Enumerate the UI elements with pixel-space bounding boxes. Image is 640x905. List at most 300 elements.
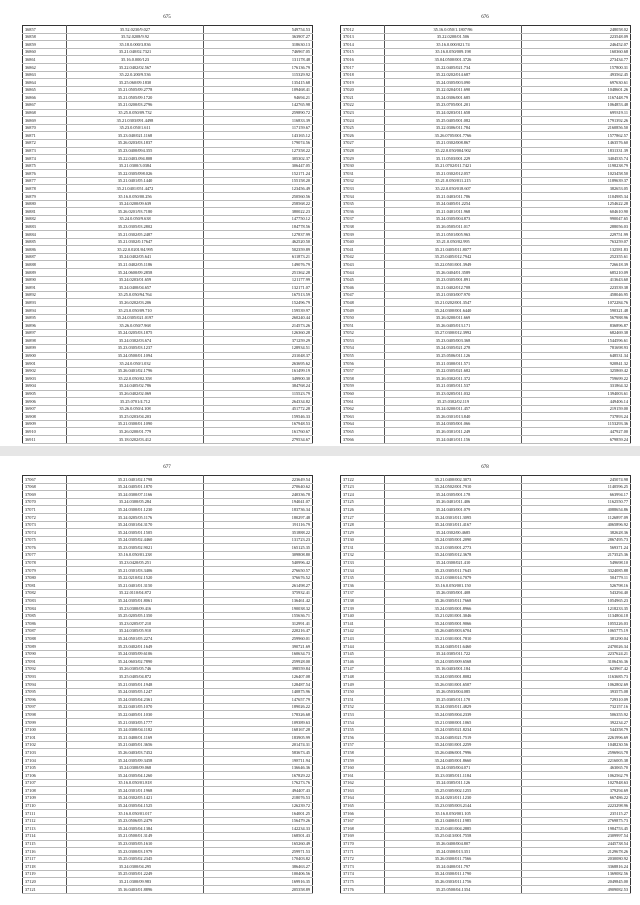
- coordinate-code: 35.26.0.050/7.968: [67, 322, 204, 330]
- area-value: 157800.31: [522, 63, 631, 71]
- table-row: [341, 71, 631, 79]
- coordinate-code: 35.16.0.050/1.1807/96: [385, 26, 522, 34]
- table-row: [23, 261, 313, 269]
- area-value: 2261996.69: [522, 734, 631, 742]
- coordinate-code: 35.27.0300/012.3992: [385, 329, 522, 337]
- table-row: [23, 322, 313, 330]
- table-row: [23, 79, 313, 87]
- table-row: [341, 506, 631, 514]
- parcel-number: 36861: [23, 56, 67, 64]
- coordinate-code: 35.22.0210/02.1520: [67, 574, 204, 582]
- coordinate-code: 35.26.0301/001.6507: [385, 681, 522, 689]
- table-row: [23, 398, 313, 406]
- parcel-number: 37062: [341, 405, 385, 413]
- area-value: 331864.32: [522, 382, 631, 390]
- coordinate-code: 35.16.0403/001.184: [385, 665, 522, 673]
- table-row: [341, 26, 631, 34]
- table-row: [341, 597, 631, 605]
- parcel-number: 37095: [23, 688, 67, 696]
- table-row: [23, 33, 313, 41]
- table-row: [341, 673, 631, 681]
- area-value: 392234.27: [522, 719, 631, 727]
- area-value: 246452.07: [522, 41, 631, 49]
- coordinate-code: 35.22.0306/011.784: [385, 124, 522, 132]
- parcel-number: 37086: [23, 620, 67, 628]
- area-value: 152171.24: [204, 170, 313, 178]
- parcel-number: 36868: [23, 109, 67, 117]
- coordinate-code: 35.24.0405/021.7519: [385, 734, 522, 742]
- area-value: 140875.96: [204, 688, 313, 696]
- coordinate-code: 35.24.0305/001.9066: [385, 620, 522, 628]
- table-row: [23, 779, 313, 787]
- parcel-number: 37027: [341, 139, 385, 147]
- table-row: [23, 832, 313, 840]
- table-row: [341, 521, 631, 529]
- area-value: 252355.61: [522, 253, 631, 261]
- area-value: 115329.92: [204, 71, 313, 79]
- coordinate-code: 35.22.0501/001.3949: [385, 261, 522, 269]
- coordinate-code: 35.23.0205/07.210: [67, 620, 204, 628]
- parcel-number: 36881: [23, 208, 67, 216]
- table-row: [341, 529, 631, 537]
- table-row: [341, 405, 631, 413]
- table-row: [23, 41, 313, 49]
- coordinate-code: 35.23.0400/094.355: [67, 147, 204, 155]
- coordinate-code: 35.21.0505/09.2778: [67, 86, 204, 94]
- coordinate-code: 35.26.0401/02.1796: [67, 367, 204, 375]
- table-row: [23, 513, 313, 521]
- area-value: 180297.48: [204, 513, 313, 521]
- coordinate-code: 35.21.0301/03.3406: [67, 567, 204, 575]
- area-value: 159546.33: [204, 413, 313, 421]
- parcel-number: 37136: [341, 582, 385, 590]
- parcel-number: 37155: [341, 726, 385, 734]
- coordinate-code: 35.26.0705/001.7766: [385, 132, 522, 140]
- table-row: [23, 627, 313, 635]
- coordinate-code: 35.21.0401/02.1798: [67, 476, 204, 484]
- area-value: 1140596.25: [522, 483, 631, 491]
- table-row: [23, 643, 313, 651]
- parcel-number: 37020: [341, 86, 385, 94]
- coordinate-code: 35.25.0401/004.2885: [385, 825, 522, 833]
- coordinate-code: 35.24.0305/05.1247: [67, 688, 204, 696]
- coordinate-code: 35.24.0305/004.2339: [385, 711, 522, 719]
- coordinate-code: 35.23.0305/02.9021: [67, 544, 204, 552]
- table-row: [341, 726, 631, 734]
- parcel-number: 36905: [23, 390, 67, 398]
- table-row: [341, 848, 631, 856]
- parcel-number: 37171: [341, 848, 385, 856]
- parcel-number: 37066: [341, 436, 385, 444]
- parcel-number: 36880: [23, 200, 67, 208]
- area-value: 194041.07: [204, 498, 313, 506]
- area-value: 2237624.21: [522, 650, 631, 658]
- coordinate-code: 35.26.0505/011.017: [385, 223, 522, 231]
- table-row: [341, 200, 631, 208]
- area-value: 1062562.79: [522, 772, 631, 780]
- parcel-number: 36867: [23, 101, 67, 109]
- parcel-number: 36879: [23, 193, 67, 201]
- area-value: 569371.24: [522, 544, 631, 552]
- parcel-number: 37016: [341, 56, 385, 64]
- area-value: 763259.07: [522, 238, 631, 246]
- table-row: [23, 162, 313, 170]
- parcel-number: 37117: [23, 855, 67, 863]
- area-value: 526798.16: [522, 582, 631, 590]
- area-value: 2216005.38: [522, 756, 631, 764]
- coordinate-code: 35.22.0401/05.1070: [67, 703, 204, 711]
- coordinate-code: 35.24.0305/01.1505: [67, 529, 204, 537]
- coordinate-code: 35.25.0205/05.1350: [67, 612, 204, 620]
- coordinate-code: 35.21.0702/011.7421: [385, 162, 522, 170]
- coordinate-code: 35.18.0202/03.412: [67, 436, 204, 444]
- parcel-number: 36906: [23, 398, 67, 406]
- parcel-number: 36889: [23, 269, 67, 277]
- table-row: [341, 215, 631, 223]
- coordinate-code: 35.18.0.000/3.836: [67, 41, 204, 49]
- table-row: [341, 491, 631, 499]
- coordinate-code: 35.22.0.050/018.607: [385, 185, 522, 193]
- table-row: [23, 665, 313, 673]
- area-value: 382653.05: [522, 185, 631, 193]
- table-row: [23, 810, 313, 818]
- parcel-number: 37098: [23, 711, 67, 719]
- parcel-number: 37089: [23, 643, 67, 651]
- table-body: [23, 476, 313, 894]
- table-row: [341, 612, 631, 620]
- area-value: 1218233.35: [522, 605, 631, 613]
- table-row: [23, 94, 313, 102]
- area-value: 2223298.96: [522, 802, 631, 810]
- parcel-number: 37110: [23, 802, 67, 810]
- parcel-number: 37137: [341, 589, 385, 597]
- area-value: 117159.67: [204, 124, 313, 132]
- area-value: 245074.98: [522, 476, 631, 484]
- area-value: 240336.78: [204, 491, 313, 499]
- coordinate-code: 35.24.0306/001.685: [385, 94, 522, 102]
- coordinate-code: 35.21.0401/051.4472: [67, 185, 204, 193]
- coordinate-code: 35.21.0305/01.1948: [67, 681, 204, 689]
- coordinate-code: 35.22.0202/014.687: [385, 71, 522, 79]
- coordinate-code: 35.24.0401/011.156: [385, 436, 522, 444]
- parcel-number: 36896: [23, 322, 67, 330]
- area-value: 2129678.26: [522, 848, 631, 856]
- table-row: [23, 238, 313, 246]
- area-value: 263695.62: [204, 360, 313, 368]
- area-value: 190038.32: [204, 605, 313, 613]
- table-row: [23, 696, 313, 704]
- table-row: [23, 536, 313, 544]
- coordinate-code: 35.26.0401/011.406: [385, 498, 522, 506]
- table-row: [341, 627, 631, 635]
- table-row: [341, 390, 631, 398]
- parcel-number: 36897: [23, 329, 67, 337]
- coordinate-code: 35.26.0503/004.085: [385, 688, 522, 696]
- area-value: 229751.99: [522, 231, 631, 239]
- parcel-number: 37025: [341, 124, 385, 132]
- parcel-number: 37122: [341, 476, 385, 484]
- parcel-number: 37169: [341, 832, 385, 840]
- area-value: 167948.53: [204, 420, 313, 428]
- table-row: [23, 63, 313, 71]
- area-value: 155158.20: [204, 177, 313, 185]
- area-value: 623967.42: [522, 665, 631, 673]
- coordinate-code: 35.24.0600/09.2858: [67, 269, 204, 277]
- area-value: 132581.83: [522, 246, 631, 254]
- coordinate-code: 35.21.0300/09.983: [67, 878, 204, 886]
- parcel-number: 36876: [23, 170, 67, 178]
- page-divider: [0, 446, 640, 456]
- area-value: 351888.22: [204, 529, 313, 537]
- area-value: 128487.54: [204, 681, 313, 689]
- table-row: [341, 352, 631, 360]
- coordinate-code: 35.23.0.050/1.611: [67, 124, 204, 132]
- coordinate-code: 35.25.0302/02.119: [385, 398, 522, 406]
- area-value: 169916.35: [204, 878, 313, 886]
- parcel-number: 37079: [23, 567, 67, 575]
- parcel-number: 37094: [23, 681, 67, 689]
- area-value: 549754.53: [204, 26, 313, 34]
- parcel-number: 36909: [23, 420, 67, 428]
- coordinate-code: 35.24.0305/012.3678: [385, 551, 522, 559]
- table-row: [341, 360, 631, 368]
- table-row: [341, 476, 631, 484]
- area-value: 1027848.63: [522, 779, 631, 787]
- parcel-number: 37144: [341, 643, 385, 651]
- parcel-number: 37139: [341, 605, 385, 613]
- coordinate-code: 35.24.0300/001.6440: [385, 306, 522, 314]
- table-row: [23, 231, 313, 239]
- parcel-number: 37031: [341, 170, 385, 178]
- table-row: [341, 825, 631, 833]
- table-row: [23, 367, 313, 375]
- area-value: 451772.28: [204, 405, 313, 413]
- parcel-number: 36911: [23, 436, 67, 444]
- coordinate-code: 35.23.0305/03.1237: [67, 344, 204, 352]
- table-row: [23, 582, 313, 590]
- area-value: 836896.87: [522, 322, 631, 330]
- area-value: 147657.79: [204, 696, 313, 704]
- table-row: [341, 299, 631, 307]
- area-value: 167829.22: [204, 772, 313, 780]
- parcel-number: 37114: [23, 832, 67, 840]
- area-value: 136461.42: [204, 597, 313, 605]
- parcel-number: 36884: [23, 231, 67, 239]
- table-row: [341, 810, 631, 818]
- parcel-number: 37022: [341, 101, 385, 109]
- coordinate-code: 35.21.0300/011.571: [385, 360, 522, 368]
- table-row: [23, 620, 313, 628]
- area-value: 258568.22: [204, 200, 313, 208]
- area-value: 142765.98: [204, 101, 313, 109]
- coordinate-code: 35.21.0202/001.3547: [385, 299, 522, 307]
- parcel-number: 36865: [23, 86, 67, 94]
- coordinate-code: 35.21.0302/008.867: [385, 139, 522, 147]
- parcel-number: 37017: [341, 63, 385, 71]
- table-row: [23, 635, 313, 643]
- area-value: 198711.94: [204, 756, 313, 764]
- table-row: [23, 86, 313, 94]
- area-value: 363907.27: [204, 33, 313, 41]
- parcel-number: 37149: [341, 681, 385, 689]
- coordinate-code: 35.25.0413/001.7558: [385, 832, 522, 840]
- table-row: [23, 101, 313, 109]
- table-row: [341, 878, 631, 886]
- coordinate-code: 35.23.0300/09.416: [67, 605, 204, 613]
- coordinate-code: 35.24.0305/021.278: [385, 344, 522, 352]
- parcel-number: 37142: [341, 627, 385, 635]
- coordinate-code: 35.21.0302/0.17647: [67, 238, 204, 246]
- parcel-number: 37072: [23, 513, 67, 521]
- area-value: 259971.53: [204, 848, 313, 856]
- area-value: 1369082.56: [522, 870, 631, 878]
- coordinate-code: 35.23.0405/003.368: [385, 337, 522, 345]
- coordinate-code: 35.21.0501/005.963: [385, 231, 522, 239]
- area-value: 2030080.92: [522, 855, 631, 863]
- coordinate-code: 35.24.0305/01.8061: [67, 597, 204, 605]
- table-row: [341, 276, 631, 284]
- area-value: 273434.77: [522, 56, 631, 64]
- parcel-number: 37150: [341, 688, 385, 696]
- table-row: [23, 605, 313, 613]
- area-value: 3324085.88: [522, 567, 631, 575]
- table-row: [23, 344, 313, 352]
- coordinate-code: 35.24.0405/01.1870: [67, 483, 204, 491]
- coordinate-code: 35.21.0300/01.1090: [67, 420, 204, 428]
- table-row: [341, 832, 631, 840]
- area-value: 261498.27: [204, 582, 313, 590]
- coordinate-code: 35.24.0500/01.1094: [67, 352, 204, 360]
- table-row: [23, 734, 313, 742]
- area-value: 168501.43: [204, 832, 313, 840]
- coordinate-code: 35.22.0.050/02.358: [67, 375, 204, 383]
- parcel-number: 37061: [341, 398, 385, 406]
- area-value: 259928.00: [204, 658, 313, 666]
- coordinate-code: 35.26.0402/02.069: [67, 390, 204, 398]
- coordinate-code: 35.24.0201/011.1230: [385, 794, 522, 802]
- area-value: 220216.47: [204, 627, 313, 635]
- coordinate-code: 35.23.0.050/09.710: [67, 306, 204, 314]
- parcel-number: 37160: [341, 764, 385, 772]
- coordinate-code: 35.22.0204/011.690: [385, 86, 522, 94]
- parcel-number: 37109: [23, 794, 67, 802]
- parcel-number: 37123: [341, 483, 385, 491]
- area-value: 183905.99: [204, 734, 313, 742]
- coordinate-code: 35.21.0402/05.1186: [67, 261, 204, 269]
- area-value: 127837.99: [204, 231, 313, 239]
- parcel-number: 37140: [341, 612, 385, 620]
- coordinates-table: [22, 475, 313, 894]
- area-value: 2173525.36: [522, 551, 631, 559]
- parcel-number: 37175: [341, 878, 385, 886]
- area-value: 2596963.78: [522, 749, 631, 757]
- coordinate-code: 35.23.0305/05.1610: [67, 840, 204, 848]
- area-value: 1544596.61: [522, 337, 631, 345]
- area-value: 376676.52: [204, 574, 313, 582]
- coordinate-code: 35.22.0.200/9.536: [67, 71, 204, 79]
- parcel-number: 37082: [23, 589, 67, 597]
- area-value: 160634.73: [204, 650, 313, 658]
- parcel-number: 36873: [23, 147, 67, 155]
- parcel-number: 37174: [341, 870, 385, 878]
- table-row: [23, 56, 313, 64]
- parcel-number: 37173: [341, 863, 385, 871]
- table-row: [341, 155, 631, 163]
- coordinate-code: 35.24.0305/021.8234: [385, 726, 522, 734]
- parcel-number: 36898: [23, 337, 67, 345]
- area-value: 1048230.56: [522, 741, 631, 749]
- area-value: 176136.79: [204, 63, 313, 71]
- table-row: [23, 612, 313, 620]
- parcel-number: 37041: [341, 246, 385, 254]
- area-value: 155636.71: [204, 612, 313, 620]
- area-value: 1254622.28: [522, 200, 631, 208]
- coordinate-code: 35.21.0500/01.3149: [67, 832, 204, 840]
- area-value: 759699.22: [522, 375, 631, 383]
- area-value: 219159.00: [522, 405, 631, 413]
- parcel-number: 37119: [23, 870, 67, 878]
- area-value: 732157.16: [522, 703, 631, 711]
- parcel-number: 37162: [341, 779, 385, 787]
- table-row: [341, 208, 631, 216]
- parcel-number: 37141: [341, 620, 385, 628]
- area-value: 116833.39: [204, 117, 313, 125]
- table-row: [23, 284, 313, 292]
- coordinate-code: 35.26.0301/011.249: [385, 428, 522, 436]
- parcel-number: 37068: [23, 483, 67, 491]
- table-row: [341, 185, 631, 193]
- parcel-number: 37081: [23, 582, 67, 590]
- parcel-number: 37105: [23, 764, 67, 772]
- area-value: 131178.48: [204, 56, 313, 64]
- parcel-number: 36877: [23, 177, 67, 185]
- table-row: [341, 41, 631, 49]
- area-value: 160360.68: [522, 48, 631, 56]
- parcel-number: 37063: [341, 413, 385, 421]
- coordinate-code: 35.26.0.050/4.108: [67, 405, 204, 413]
- table-row: [341, 635, 631, 643]
- coordinate-code: 35.24.0305/02.4460: [67, 536, 204, 544]
- table-row: [341, 741, 631, 749]
- table-row: [341, 63, 631, 71]
- table-row: [341, 284, 631, 292]
- parcel-number: 37134: [341, 567, 385, 575]
- parcel-number: 36895: [23, 314, 67, 322]
- coordinate-code: 35.24.0301/011.3095: [385, 513, 522, 521]
- parcel-number: 37131: [341, 544, 385, 552]
- coordinate-code: 35.24.0203/011.658: [385, 109, 522, 117]
- table-row: [341, 420, 631, 428]
- coordinate-code: 35.22.0402/02.567: [67, 63, 204, 71]
- table-row: [341, 147, 631, 155]
- area-value: 506355.92: [522, 711, 631, 719]
- table-row: [341, 94, 631, 102]
- parcel-number: 37023: [341, 109, 385, 117]
- table-row: [341, 162, 631, 170]
- coordinate-code: 35.26.0300/011.7566: [385, 855, 522, 863]
- table-row: [23, 650, 313, 658]
- area-value: 682469.38: [522, 329, 631, 337]
- table-row: [23, 147, 313, 155]
- coordinate-code: 35.26.0406/001.7996: [385, 749, 522, 757]
- parcel-number: 36908: [23, 413, 67, 421]
- area-value: 2769875.73: [522, 817, 631, 825]
- area-value: 375932.41: [204, 589, 313, 597]
- coordinate-code: 35.24.0305/021.0197: [67, 314, 204, 322]
- coordinate-code: 35.21.0305/011.537: [385, 382, 522, 390]
- parcel-number: 37135: [341, 574, 385, 582]
- area-value: 231048.37: [204, 352, 313, 360]
